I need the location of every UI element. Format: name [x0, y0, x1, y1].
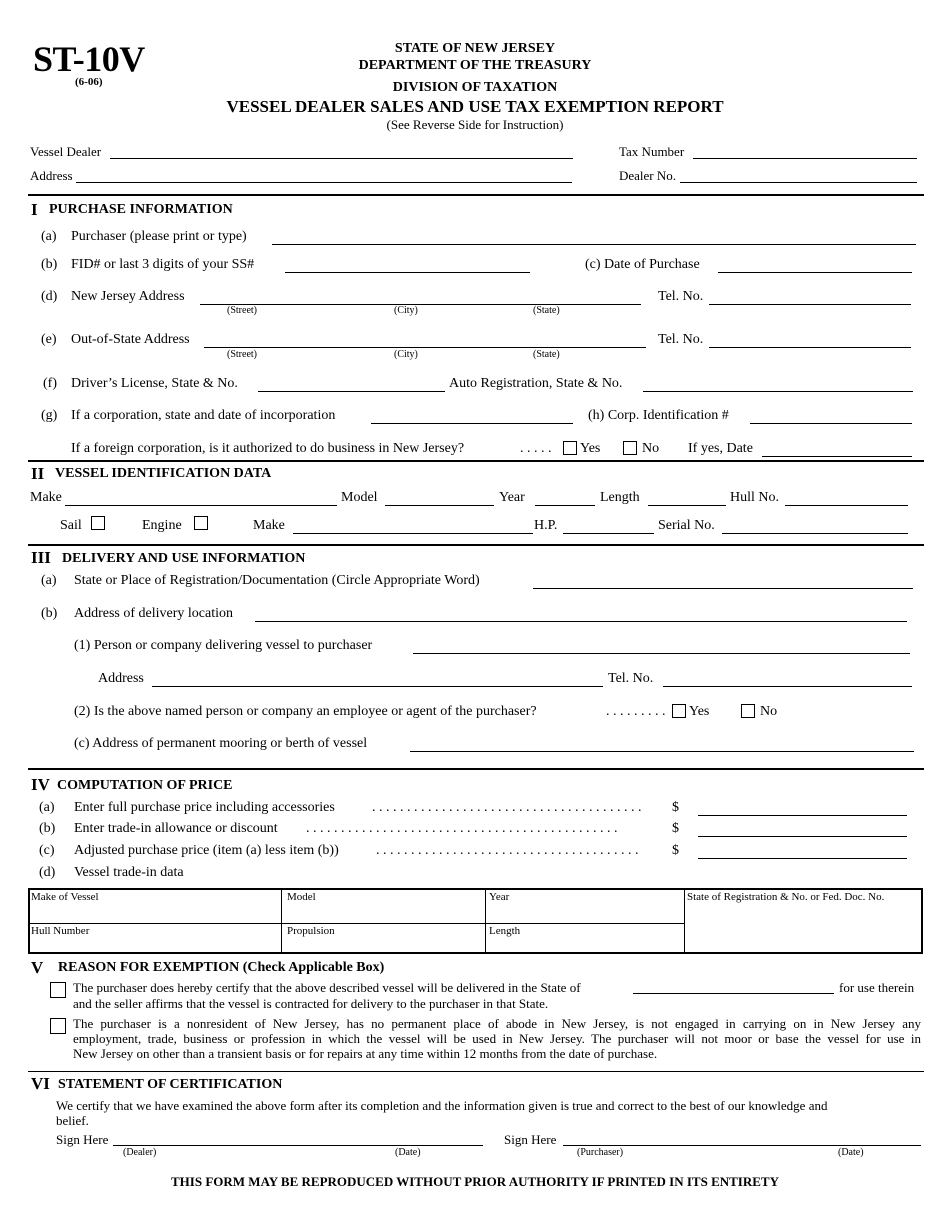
section-2-title: VESSEL IDENTIFICATION DATA — [55, 466, 272, 481]
purchaser-date-caption: (Date) — [838, 1147, 864, 1158]
registration-place-field[interactable] — [533, 588, 913, 589]
delivering-person-label: (1) Person or company delivering vessel to purchaser — [74, 638, 373, 653]
table-divider — [30, 923, 684, 924]
table-length[interactable]: Length — [489, 925, 521, 937]
currency-symbol: $ — [672, 843, 679, 858]
engine-label: Engine — [142, 518, 182, 533]
header-department: DEPARTMENT OF THE TREASURY — [358, 58, 592, 73]
incorporation-label: If a corporation, state and date of incorporation — [71, 408, 336, 423]
item-d-letter: (d) — [39, 865, 56, 880]
purchaser-label: Purchaser (please print or type) — [71, 229, 247, 244]
item-a-letter: (a) — [41, 573, 57, 588]
adjusted-price-field[interactable] — [698, 858, 907, 859]
street-caption: (Street) — [227, 305, 257, 316]
fid-field[interactable] — [285, 272, 530, 273]
leader-dots: . . . . . — [520, 441, 552, 456]
delivering-address-field[interactable] — [152, 686, 603, 687]
table-year[interactable]: Year — [489, 891, 510, 903]
hp-field[interactable] — [563, 533, 654, 534]
sail-label: Sail — [60, 518, 82, 533]
dealer-caption: (Dealer) — [123, 1147, 157, 1158]
foreign-corp-label: If a foreign corporation, is it authorized to do business in New Jersey? — [71, 441, 465, 456]
header-state: STATE OF NEW JERSEY — [394, 41, 556, 56]
exemption-option-2-checkbox[interactable] — [50, 1018, 66, 1034]
purchaser-signature-field[interactable] — [563, 1145, 921, 1146]
delivering-tel-field[interactable] — [663, 686, 912, 687]
trade-in-field[interactable] — [698, 836, 907, 837]
price-row-c-letter: (c) — [39, 843, 55, 858]
item-f-letter: (f) — [43, 376, 57, 391]
leader-dots: . . . . . . . . . . . . . . . . . . . . . . . . . . . . . . . . . . . . . . — [376, 843, 639, 858]
item-b-letter: (b) — [41, 606, 58, 621]
drivers-license-field[interactable] — [258, 391, 445, 392]
form-subtitle: (See Reverse Side for Instruction) — [386, 117, 564, 132]
item-a-letter: (a) — [41, 229, 57, 244]
form-title: VESSEL DEALER SALES AND USE TAX EXEMPTION REPORT — [226, 97, 724, 116]
delivery-location-label: Address of delivery location — [74, 606, 234, 621]
exemption-option-2-line: The purchaser is a nonresident of New Jersey, has no permanent place of abode in New Jersey, is not engaged in carrying on in New Jersey any — [73, 1016, 921, 1031]
form-date: (6-06) — [75, 76, 103, 88]
engine-make-field[interactable] — [293, 533, 533, 534]
tax-number-label: Tax Number — [619, 144, 685, 159]
incorporation-field[interactable] — [371, 423, 573, 424]
section-6-numeral: VI — [31, 1074, 50, 1093]
price-row-b-label: Enter trade-in allowance or discount — [74, 821, 278, 836]
nj-tel-label: Tel. No. — [658, 289, 704, 304]
table-model[interactable]: Model — [287, 891, 316, 903]
hull-no-label: Hull No. — [730, 490, 779, 505]
delivering-tel-label: Tel. No. — [608, 671, 654, 686]
foreign-no-checkbox[interactable] — [623, 441, 637, 455]
footer-note: THIS FORM MAY BE REPRODUCED WITHOUT PRIOR AUTHORITY IF PRINTED IN ITS ENTIRETY — [171, 1174, 779, 1189]
section-4-title: COMPUTATION OF PRICE — [57, 778, 233, 793]
out-of-state-address-field[interactable] — [204, 347, 646, 348]
nj-address-label: New Jersey Address — [71, 289, 185, 304]
exemption-option-1-end: for use therein — [839, 980, 915, 995]
exemption-option-1-checkbox[interactable] — [50, 982, 66, 998]
exemption-option-2-text — [73, 1016, 921, 1061]
form-number: ST-10V — [33, 39, 145, 79]
leader-dots: . . . . . . . . . — [606, 704, 666, 719]
corp-id-label: (h) Corp. Identification # — [588, 408, 729, 423]
table-state-registration[interactable]: State of Registration & No. or Fed. Doc. No. — [687, 891, 885, 903]
purchaser-caption: (Purchaser) — [577, 1147, 624, 1158]
drivers-license-label: Driver’s License, State & No. — [71, 376, 238, 391]
price-row-b-letter: (b) — [39, 821, 56, 836]
section-5-numeral: V — [31, 958, 44, 977]
section-1-title: PURCHASE INFORMATION — [49, 202, 233, 217]
vessel-dealer-label: Vessel Dealer — [30, 144, 102, 159]
currency-symbol: $ — [672, 821, 679, 836]
oos-tel-field[interactable] — [709, 347, 911, 348]
nj-address-field[interactable] — [200, 304, 641, 305]
section-6-title: STATEMENT OF CERTIFICATION — [58, 1077, 283, 1092]
address-label: Address — [30, 168, 73, 183]
auto-registration-field[interactable] — [643, 391, 913, 392]
agent-no-checkbox[interactable] — [741, 704, 755, 718]
divider — [28, 460, 924, 462]
dealer-sign-label: Sign Here — [56, 1132, 109, 1147]
mooring-field[interactable] — [410, 751, 914, 752]
header-division: DIVISION OF TAXATION — [392, 80, 558, 95]
divider — [28, 194, 924, 196]
section-3-numeral: III — [31, 548, 51, 567]
oos-tel-label: Tel. No. — [658, 332, 704, 347]
item-e-letter: (e) — [41, 332, 57, 347]
delivery-location-field[interactable] — [255, 621, 907, 622]
delivering-address-label: Address — [98, 671, 144, 686]
purchaser-field[interactable] — [272, 244, 916, 245]
purchaser-sign-label: Sign Here — [504, 1132, 557, 1147]
table-hull-number[interactable]: Hull Number — [31, 925, 90, 937]
auto-registration-label: Auto Registration, State & No. — [449, 376, 623, 391]
item-g-letter: (g) — [41, 408, 58, 423]
engine-make-label: Make — [253, 518, 285, 533]
price-row-a-letter: (a) — [39, 800, 55, 815]
dealer-no-field[interactable] — [680, 182, 917, 183]
date-of-purchase-label: (c) Date of Purchase — [585, 257, 700, 272]
vessel-dealer-field[interactable] — [110, 158, 573, 159]
model-field[interactable] — [385, 505, 494, 506]
dealer-no-label: Dealer No. — [619, 168, 677, 183]
purchase-price-field[interactable] — [698, 815, 907, 816]
agent-no-label: No — [760, 704, 778, 719]
leader-dots: . . . . . . . . . . . . . . . . . . . . . . . . . . . . . . . . . . . . . . . . . . . . . — [306, 821, 618, 836]
foreign-yes-label: Yes — [580, 441, 601, 456]
street-caption: (Street) — [227, 349, 257, 360]
city-caption: (City) — [394, 305, 418, 316]
divider — [28, 1071, 924, 1072]
corp-id-field[interactable] — [750, 423, 912, 424]
serial-no-field[interactable] — [722, 533, 908, 534]
nj-tel-field[interactable] — [709, 304, 911, 305]
model-label: Model — [341, 490, 378, 505]
date-of-purchase-field[interactable] — [718, 272, 912, 273]
trade-in-data-label: Vessel trade-in data — [74, 865, 184, 880]
mooring-label: (c) Address of permanent mooring or berth of vessel — [74, 736, 368, 751]
foreign-no-label: No — [642, 441, 660, 456]
exemption-state-field[interactable] — [633, 993, 834, 994]
leader-dots: . . . . . . . . . . . . . . . . . . . . . . . . . . . . . . . . . . . . . . . — [372, 800, 642, 815]
make-label: Make — [30, 490, 62, 505]
engine-checkbox[interactable] — [194, 516, 208, 530]
section-5-title: REASON FOR EXEMPTION (Check Applicable Box) — [58, 960, 385, 975]
price-row-c-label: Adjusted purchase price (item (a) less item (b)) — [74, 843, 339, 858]
divider — [28, 768, 924, 770]
certification-text-cont: belief. — [56, 1113, 89, 1128]
tax-number-field[interactable] — [693, 158, 917, 159]
fid-label: FID# or last 3 digits of your SS# — [71, 257, 255, 272]
sail-checkbox[interactable] — [91, 516, 105, 530]
certification-text: We certify that we have examined the above form after its completion and the information given is true and correct to the best of our knowledge and — [56, 1098, 828, 1113]
table-make-of-vessel[interactable]: Make of Vessel — [31, 891, 99, 903]
year-field[interactable] — [535, 505, 595, 506]
out-of-state-address-label: Out-of-State Address — [71, 332, 190, 347]
table-divider — [281, 890, 282, 952]
trade-in-table — [28, 888, 923, 954]
make-field[interactable] — [65, 505, 337, 506]
exemption-option-1-text-cont: and the seller affirms that the vessel is contracted for delivery to the purchaser in that State. — [73, 996, 549, 1011]
section-4-numeral: IV — [31, 775, 50, 794]
table-propulsion[interactable]: Propulsion — [287, 925, 335, 937]
length-field[interactable] — [648, 505, 726, 506]
serial-no-label: Serial No. — [658, 518, 715, 533]
section-1-numeral: I — [31, 200, 38, 219]
address-field[interactable] — [76, 182, 572, 183]
length-label: Length — [600, 490, 640, 505]
item-d-letter: (d) — [41, 289, 58, 304]
dealer-signature-field[interactable] — [113, 1145, 483, 1146]
state-caption: (State) — [533, 349, 560, 360]
price-row-a-label: Enter full purchase price including accessories — [74, 800, 335, 815]
exemption-option-2-line: employment, trade, business or profession in which the vessel will be used in New Jersey. The purchaser will not moor or base the vessel for use in — [73, 1031, 921, 1046]
agent-yes-label: Yes — [689, 704, 710, 719]
table-divider — [684, 890, 685, 952]
agent-yes-checkbox[interactable] — [672, 704, 686, 718]
hp-label: H.P. — [534, 518, 558, 533]
divider — [28, 544, 924, 546]
state-caption: (State) — [533, 305, 560, 316]
exemption-option-2-line: New Jersey on other than a transient basis or for repairs at any time within 12 months from the date of purchase. — [73, 1046, 658, 1061]
year-label: Year — [499, 490, 525, 505]
section-2-numeral: II — [31, 464, 45, 483]
foreign-yes-checkbox[interactable] — [563, 441, 577, 455]
exemption-option-1-text: The purchaser does hereby certify that the above described vessel will be delivered in the State of — [73, 980, 581, 995]
item-b-letter: (b) — [41, 257, 58, 272]
city-caption: (City) — [394, 349, 418, 360]
dealer-date-caption: (Date) — [395, 1147, 421, 1158]
delivering-person-field[interactable] — [413, 653, 910, 654]
if-yes-date-field[interactable] — [762, 456, 912, 457]
registration-place-label: State or Place of Registration/Documentation (Circle Appropriate Word) — [74, 573, 480, 588]
hull-no-field[interactable] — [785, 505, 908, 506]
agent-question-label: (2) Is the above named person or company an employee or agent of the purchaser? — [74, 704, 537, 719]
currency-symbol: $ — [672, 800, 679, 815]
section-3-title: DELIVERY AND USE INFORMATION — [62, 551, 306, 566]
table-divider — [485, 890, 486, 952]
if-yes-date-label: If yes, Date — [688, 441, 753, 456]
